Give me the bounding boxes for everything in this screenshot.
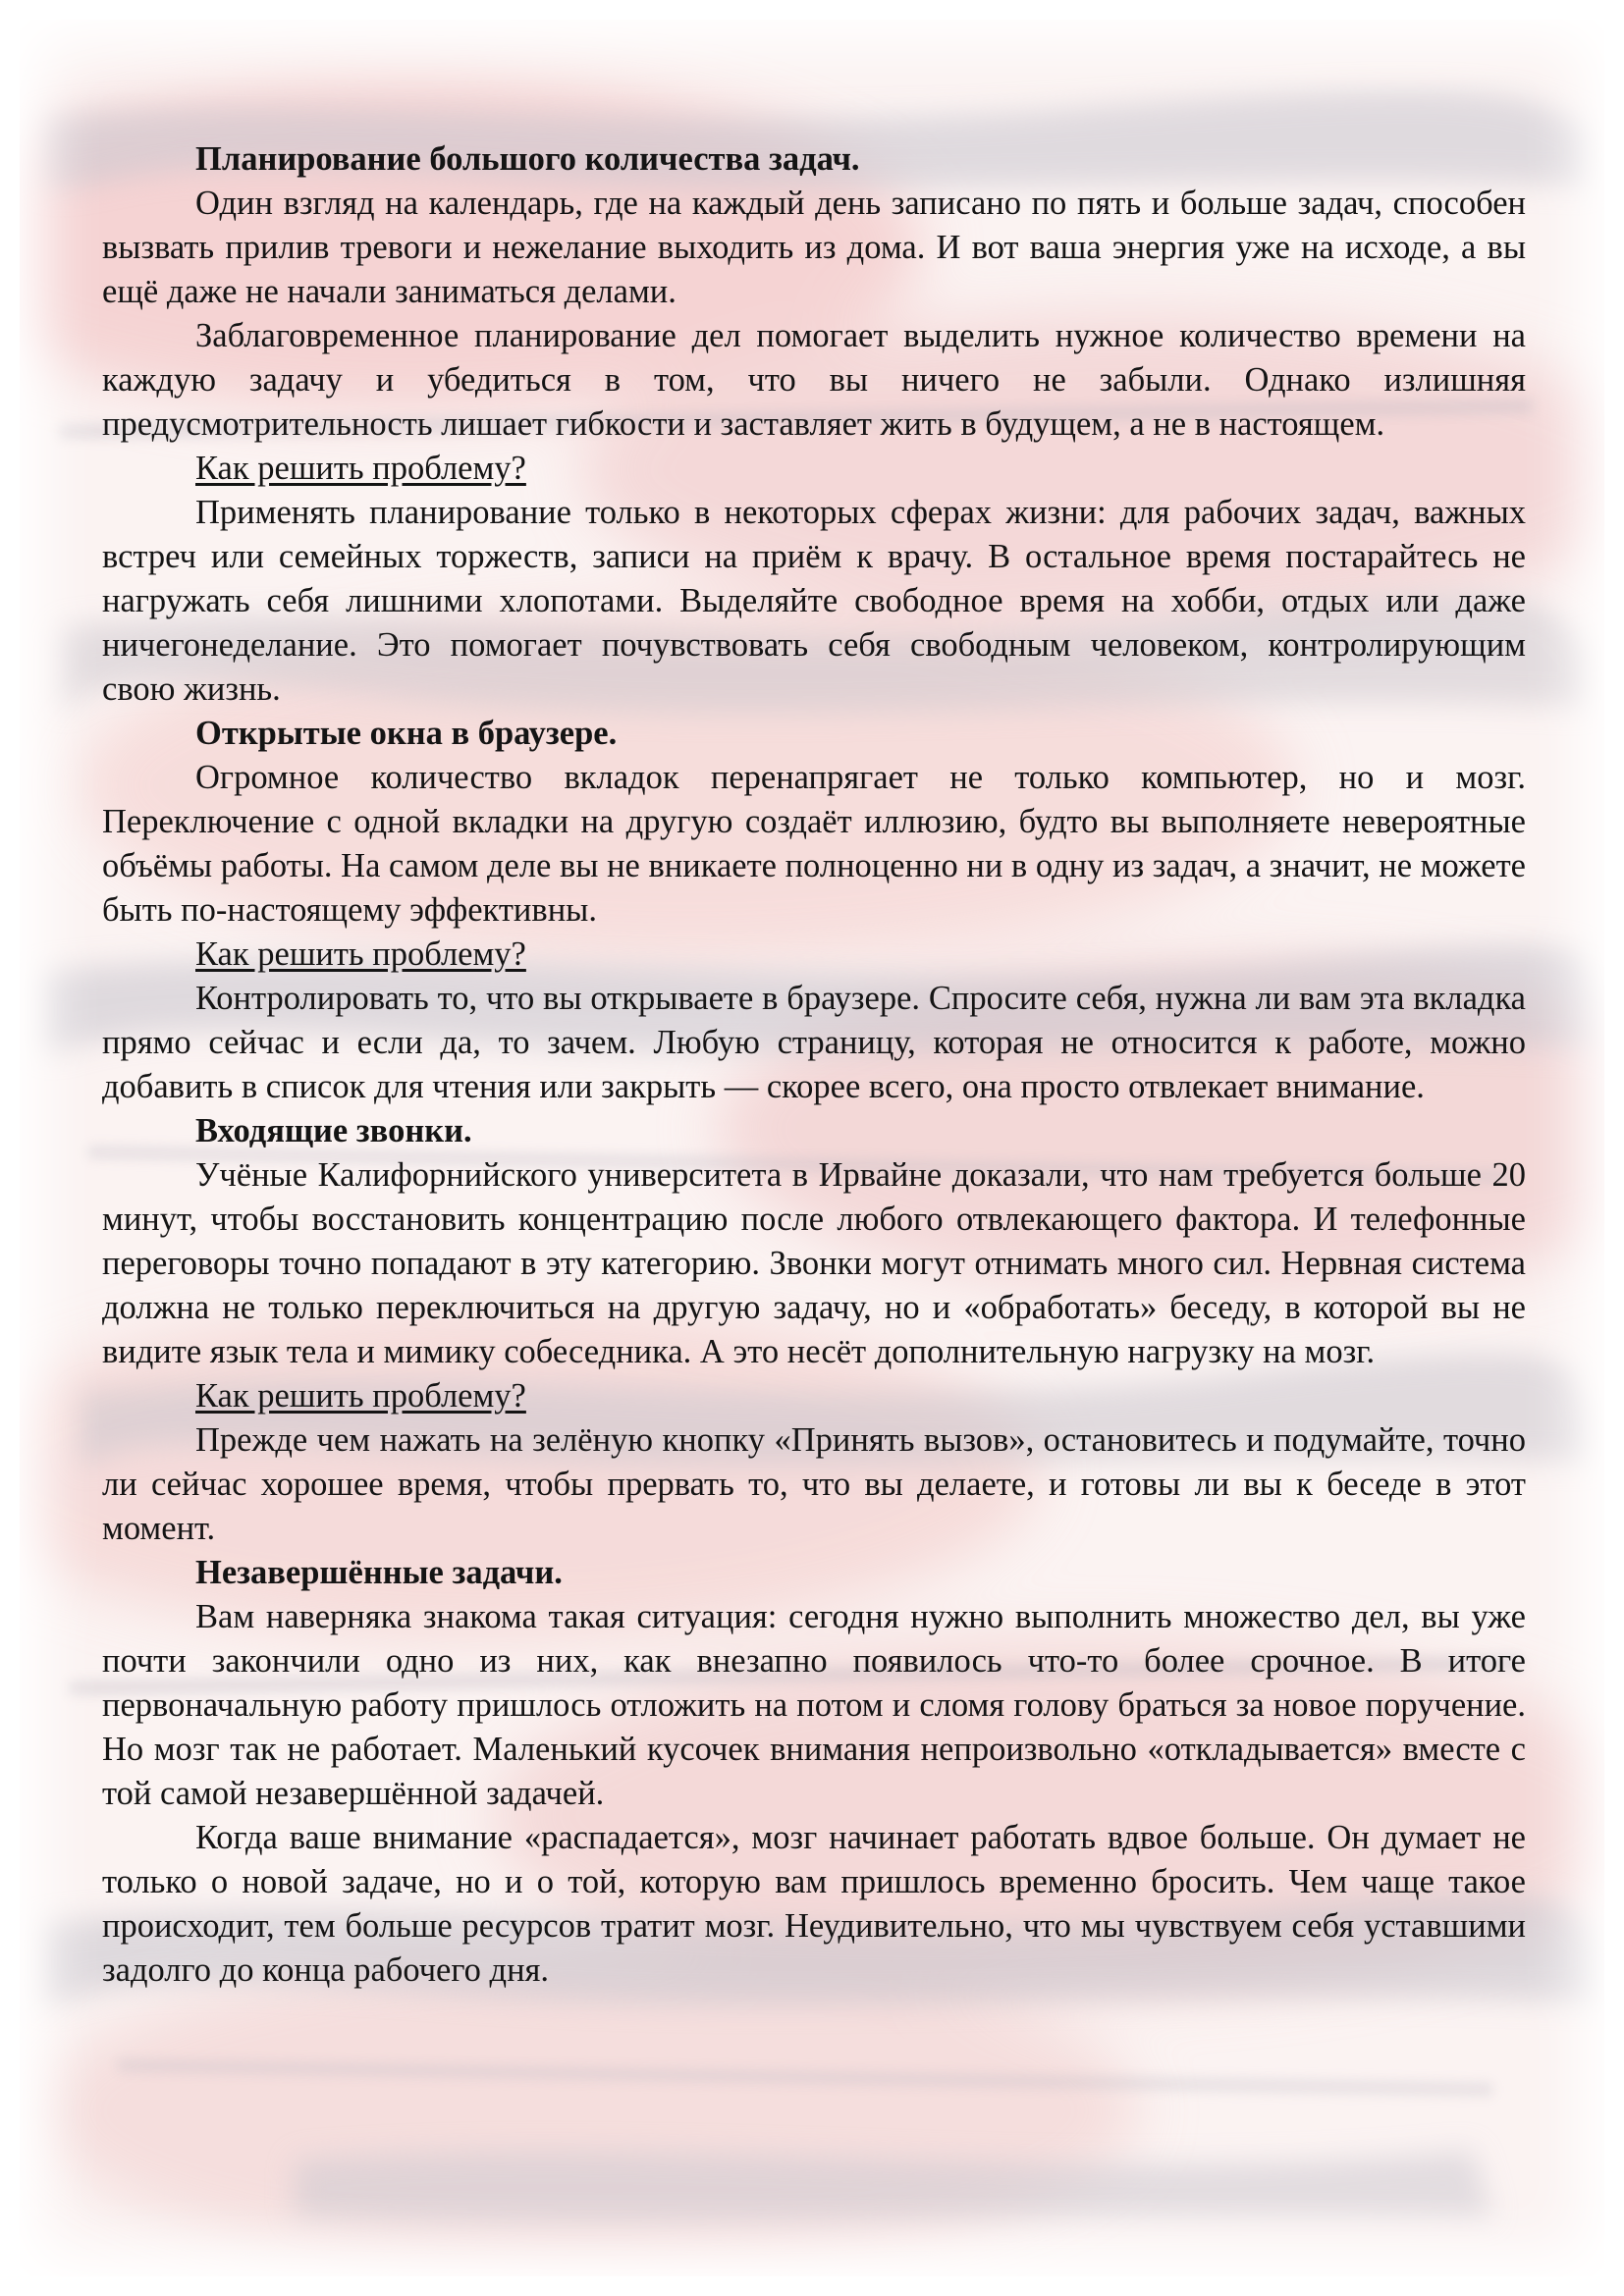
solution-heading: Как решить проблему? <box>195 935 526 973</box>
paragraph: Огромное количество вкладок перенапрягает не только компьютер, но и мозг. Переключение с одной вкладки на другую создаёт иллюзию, будто вы выполняете невероятные объёмы работы. На самом деле вы не вникаете полноценно ни в одну из задач, а значит, не можете быть по-настоящему эффективны. <box>102 759 1526 929</box>
paragraph: Учёные Калифорнийского университета в Ирвайне доказали, что нам требуется больше 20 минут, чтобы восстановить концентрацию после любого отвлекающего фактора. И телефонные переговоры точно попадают в эту категорию. Звонки могут отнимать много сил. Нервная система должна не только переключиться на другую задачу, но и «обработать» беседу, в которой вы не видите язык тела и мимику собеседника. А это несёт дополнительную нагрузку на мозг. <box>102 1156 1526 1370</box>
paragraph: Когда ваше внимание «распадается», мозг начинает работать вдвое больше. Он думает не только о новой задаче, но и о той, которую вам пришлось временно бросить. Чем чаще такое происходит, тем больше ресурсов тратит мозг. Неудивительно, что мы чувствуем себя уставшими задолго до конца рабочего дня. <box>102 1819 1526 1989</box>
solution-heading: Как решить проблему? <box>195 1377 526 1415</box>
paragraph: Контролировать то, что вы открываете в браузере. Спросите себя, нужна ли вам эта вкладка прямо сейчас и если да, то зачем. Любую страницу, которая не относится к работе, можно добавить в список для чтения или закрыть — скорее всего, она просто отвлекает внимание. <box>102 980 1526 1105</box>
paragraph: Прежде чем нажать на зелёную кнопку «Принять вызов», остановитесь и подумайте, точно ли сейчас хорошее время, чтобы прервать то, что вы делаете, и готовы ли вы к беседе в этот момент. <box>102 1421 1526 1547</box>
paragraph: Применять планирование только в некоторых сферах жизни: для рабочих задач, важных встреч или семейных торжеств, записи на приём к врачу. В остальное время постарайтесь не нагружать себя лишними хлопотами. Выделяйте свободное время на хобби, отдых или даже ничегонеделание. Это помогает почувствовать себя свободным человеком, контролирующим свою жизнь. <box>102 494 1526 708</box>
section-heading: Незавершённые задачи. <box>195 1554 563 1591</box>
paragraph: Заблаговременное планирование дел помогает выделить нужное количество времени на каждую задачу и убедиться в том, что вы ничего не забыли. Однако излишняя предусмотрительность лишает гибкости и заставляет жить в будущем, а не в настоящем. <box>102 317 1526 443</box>
section-heading: Входящие звонки. <box>195 1112 472 1149</box>
section-heading: Планирование большого количества задач. <box>195 140 860 178</box>
article-body <box>102 137 1526 1993</box>
solution-heading: Как решить проблему? <box>195 450 526 487</box>
section-heading: Открытые окна в браузере. <box>195 715 618 752</box>
paragraph: Вам наверняка знакома такая ситуация: сегодня нужно выполнить множество дел, вы уже почти закончили одно из них, как внезапно появилось что-то более срочное. В итоге первоначальную работу пришлось отложить на потом и сломя голову браться за новое поручение. Но мозг так не работает. Маленький кусочек внимания непроизвольно «откладывается» вместе с той самой незавершённой задачей. <box>102 1598 1526 1812</box>
paragraph: Один взгляд на календарь, где на каждый день записано по пять и больше задач, способен вызвать прилив тревоги и нежелание выходить из дома. И вот ваша энергия уже на исходе, а вы ещё даже не начали заниматься делами. <box>102 185 1526 310</box>
